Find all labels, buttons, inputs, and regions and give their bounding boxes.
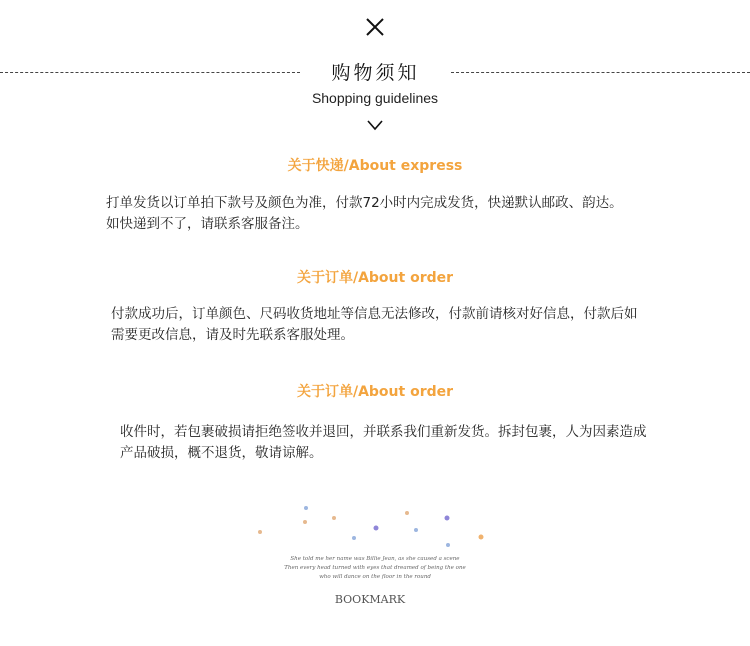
divider-right	[451, 72, 750, 73]
section-body-express	[106, 193, 623, 235]
script-line: Then every head turned with eyes that dreamed of being the one	[284, 565, 466, 571]
text-line: 需要更改信息，请及时先联系客服处理。	[111, 327, 354, 343]
text-line: 付款成功后，订单颜色、尺码收货地址等信息无法修改，付款前请核对好信息，付款后如	[111, 306, 638, 322]
dot	[352, 536, 356, 540]
chevron-down-icon	[366, 119, 384, 131]
text-line: 打单发货以订单拍下款号及颜色为准，付款72小时内完成发货，快递默认邮政、韵达。	[106, 195, 623, 211]
dot	[258, 530, 262, 534]
divider-left	[0, 72, 300, 73]
bookmark-label: BOOKMARK	[334, 593, 406, 606]
confetti-dots	[258, 506, 484, 547]
bookmark-decoration	[250, 500, 500, 610]
dot	[445, 516, 450, 521]
section-title-order: 关于订单/About order	[296, 270, 454, 286]
page-title: 购物须知	[331, 62, 420, 84]
dot	[405, 511, 409, 515]
dot	[374, 526, 379, 531]
section-body-order	[111, 304, 638, 346]
section-title-order-2: 关于订单/About order	[296, 384, 454, 400]
dot	[446, 543, 450, 547]
section-body-receipt	[120, 422, 647, 464]
close-icon[interactable]	[363, 15, 387, 39]
dot	[303, 520, 307, 524]
dot	[332, 516, 336, 520]
script-line: She told me her name was Billie Jean, as she caused a scene	[290, 556, 460, 562]
text-line: 收件时，若包裹破损请拒绝签收并退回，并联系我们重新发货。拆封包裹，人为因素造成	[120, 424, 647, 440]
text-line: 如快递到不了，请联系客服备注。	[106, 216, 309, 232]
page-subtitle: Shopping guidelines	[311, 90, 439, 106]
script-line: who will dance on the floor in the round	[319, 574, 431, 580]
text-line: 产品破损，概不退货，敬请谅解。	[120, 445, 323, 461]
dot	[304, 506, 308, 510]
section-title-express: 关于快递/About express	[287, 158, 463, 174]
dot	[479, 535, 484, 540]
dot	[414, 528, 418, 532]
